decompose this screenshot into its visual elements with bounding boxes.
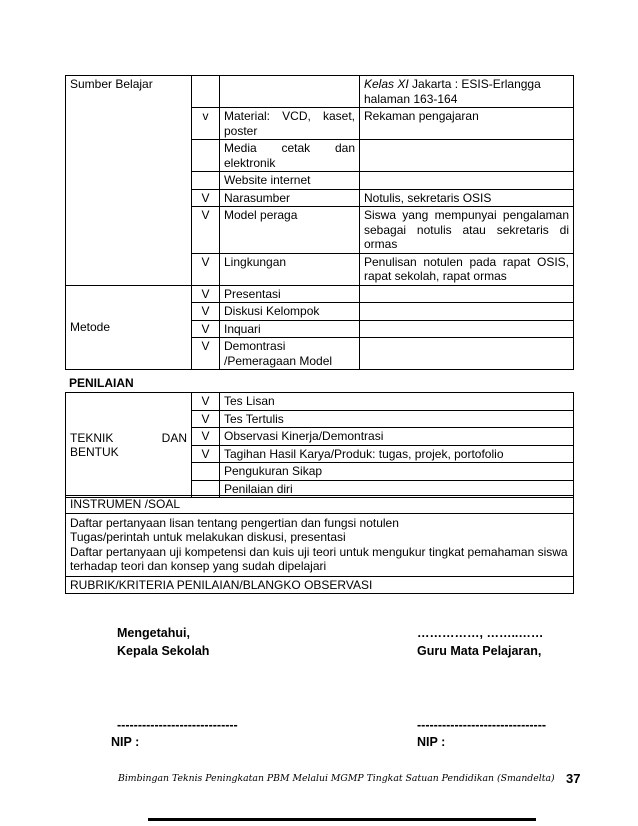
left-signature xyxy=(117,624,209,660)
right-signature xyxy=(417,624,543,660)
book-desc: Jakarta : ESIS-Erlangga halaman 163-164 xyxy=(364,77,541,106)
teknik-label-text: TEKNIK DAN BENTUK xyxy=(70,430,187,459)
sumber-belajar-table xyxy=(65,75,574,370)
check-mark: V xyxy=(192,320,220,338)
resource-item xyxy=(220,76,360,108)
check-mark: V xyxy=(192,428,220,446)
teknik-item: Penilaian diri xyxy=(220,480,574,498)
penilaian-heading: PENILAIAN xyxy=(69,376,134,390)
metode-desc xyxy=(360,338,574,370)
check-mark: V xyxy=(192,393,220,411)
check-mark xyxy=(192,140,220,172)
teknik-item: Tagihan Hasil Karya/Produk: tugas, projek, portofolio xyxy=(220,445,574,463)
resource-item: Media cetak dan elektronik xyxy=(220,140,360,172)
kepala-sekolah-label: Kepala Sekolah xyxy=(117,644,210,658)
teknik-item: Pengukuran Sikap xyxy=(220,463,574,481)
table-row xyxy=(66,513,574,576)
guru-label: Guru Mata Pelajaran, xyxy=(417,644,542,658)
table-row xyxy=(66,285,574,303)
mengetahui-label: Mengetahui, xyxy=(117,626,190,640)
metode-item: Presentasi xyxy=(220,285,360,303)
table-row xyxy=(66,496,574,514)
check-mark: v xyxy=(192,108,220,140)
instrumen-table xyxy=(65,495,574,594)
metode-label: Metode xyxy=(66,285,192,370)
check-mark xyxy=(192,172,220,190)
instrumen-line: Daftar pertanyaan uji kompetensi dan kuis uji teori untuk mengukur tingkat pemahaman siswa terhadap teori dan konsep yang sudah dipelajari xyxy=(70,544,568,573)
resource-desc: Penulisan notulen pada rapat OSIS, rapat sekolah, rapat ormas xyxy=(360,253,574,285)
resource-item: Lingkungan xyxy=(220,253,360,285)
check-mark: V xyxy=(192,338,220,370)
resource-desc xyxy=(360,76,574,108)
check-mark: V xyxy=(192,253,220,285)
teknik-table xyxy=(65,392,574,498)
teknik-item: Tes Lisan xyxy=(220,393,574,411)
instrumen-line: Tugas/perintah untuk melakukan diskusi, presentasi xyxy=(70,530,346,544)
metode-desc xyxy=(360,320,574,338)
check-mark: V xyxy=(192,303,220,321)
resource-desc xyxy=(360,172,574,190)
footer-rule xyxy=(148,818,536,821)
check-mark: V xyxy=(192,410,220,428)
resource-desc xyxy=(360,140,574,172)
teknik-item: Observasi Kinerja/Demontrasi xyxy=(220,428,574,446)
instrumen-content xyxy=(66,513,574,576)
resource-desc: Siswa yang mempunyai pengalaman sebagai notulis atau sekretaris di ormas xyxy=(360,207,574,254)
check-mark xyxy=(192,463,220,481)
metode-desc xyxy=(360,285,574,303)
metode-item: Inquari xyxy=(220,320,360,338)
check-mark: V xyxy=(192,189,220,207)
right-nip: NIP : xyxy=(417,735,446,749)
check-mark: V xyxy=(192,285,220,303)
date-placeholder: ……………, ……..…… xyxy=(417,626,544,640)
book-title: Kelas XI xyxy=(364,77,409,91)
sumber-belajar-label: Sumber Belajar xyxy=(66,76,192,286)
instrumen-heading: INSTRUMEN /SOAL xyxy=(66,496,574,514)
page-footer: Bimbingan Teknis Peningkatan PBM Melalui MGMP Tingkat Satuan Pendidikan (Smandelta) xyxy=(118,773,555,784)
metode-item: Diskusi Kelompok xyxy=(220,303,360,321)
metode-desc xyxy=(360,303,574,321)
resource-item: Narasumber xyxy=(220,189,360,207)
resource-desc: Rekaman pengajaran xyxy=(360,108,574,140)
resource-desc: Notulis, sekretaris OSIS xyxy=(360,189,574,207)
teknik-label xyxy=(66,393,192,498)
resource-item: Material: VCD, kaset, poster xyxy=(220,108,360,140)
resource-item: Model peraga xyxy=(220,207,360,254)
table-row xyxy=(66,393,574,411)
metode-item: Demontrasi /Pemeragaan Model xyxy=(220,338,360,370)
left-signature-line: ----------------------------- xyxy=(117,718,238,732)
check-mark: V xyxy=(192,207,220,254)
check-mark xyxy=(192,76,220,108)
table-row xyxy=(66,576,574,594)
check-mark: V xyxy=(192,445,220,463)
right-signature-line: ------------------------------- xyxy=(417,718,547,732)
teknik-item: Tes Tertulis xyxy=(220,410,574,428)
instrumen-line: Daftar pertanyaan lisan tentang pengertian dan fungsi notulen xyxy=(70,515,399,530)
table-row xyxy=(66,76,574,108)
left-nip: NIP : xyxy=(111,735,140,749)
rubrik-heading: RUBRIK/KRITERIA PENILAIAN/BLANGKO OBSERVASI xyxy=(66,576,574,594)
page-number: 37 xyxy=(566,771,581,786)
resource-item: Website internet xyxy=(220,172,360,190)
